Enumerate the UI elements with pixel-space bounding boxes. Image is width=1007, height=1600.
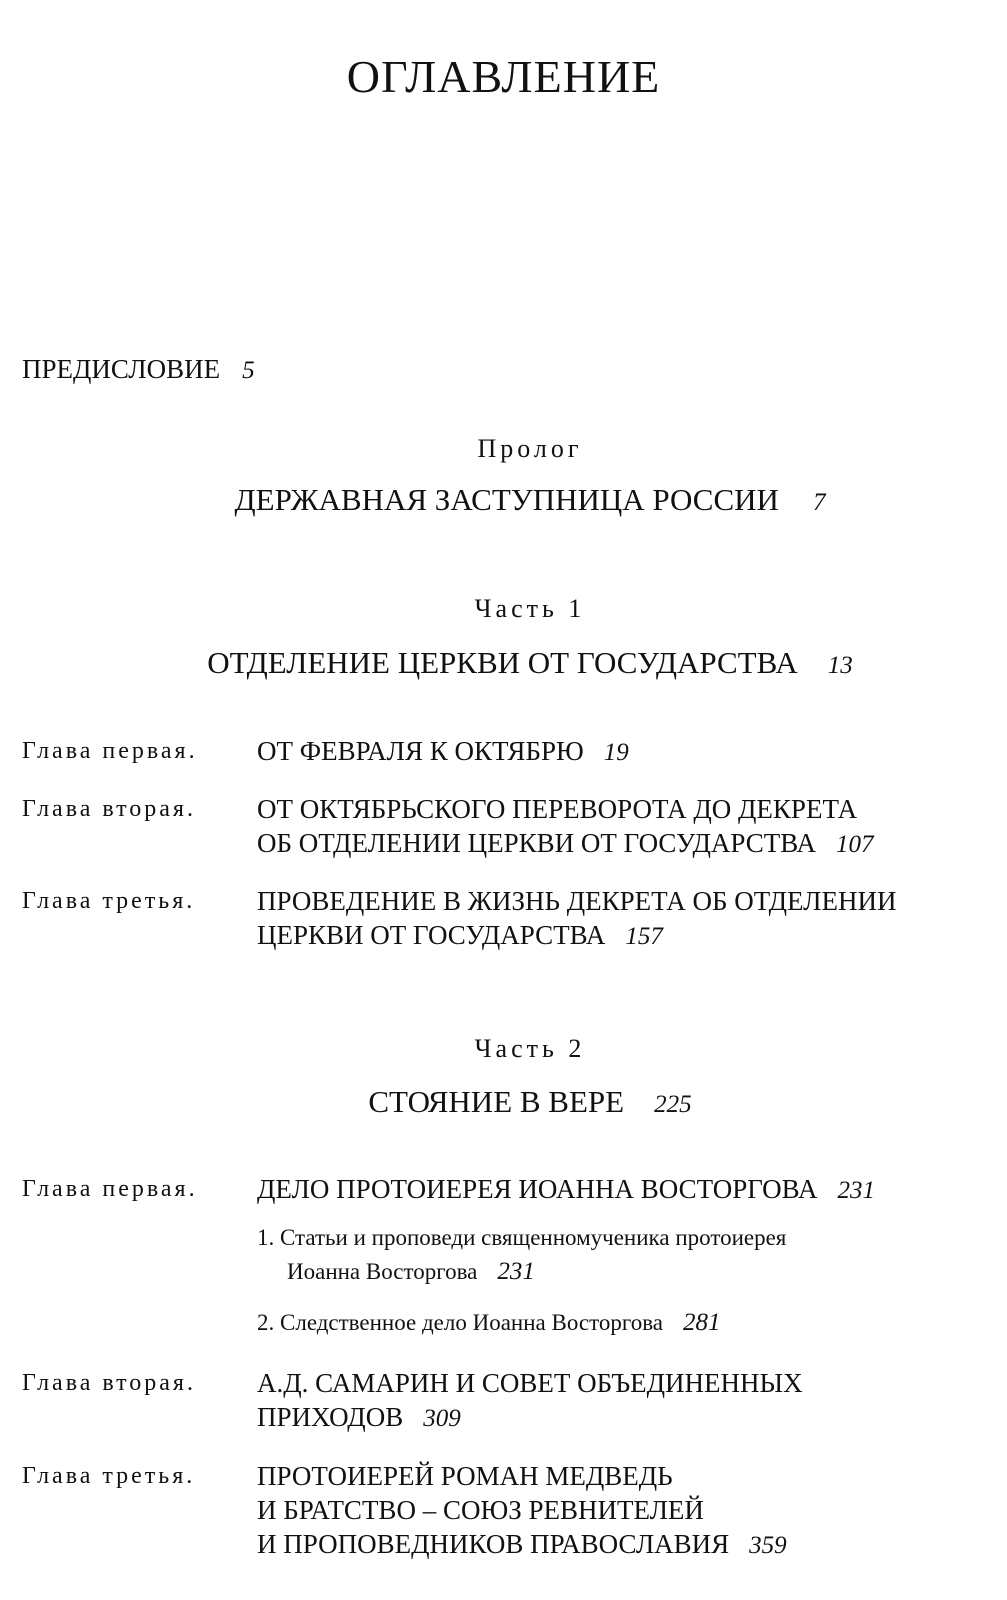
chapter-label: Глава третья. [22,888,196,914]
section-title-line2: Иоанна Восторгова [287,1259,478,1284]
section-page-number: 231 [497,1258,535,1285]
section-title-line1: 1. Статьи и проповеди священномученика протоиерея [257,1225,787,1250]
chapter-label: Глава первая. [22,738,198,764]
chapter-label: Глава вторая. [22,1370,196,1396]
part2-title-line [0,1084,1007,1120]
part2-label: Часть 2 [474,1034,586,1063]
part2-section-2 [257,1306,957,1340]
chapter-page-number: 157 [625,923,663,950]
part1-title-line [0,645,1007,681]
preface-label: ПРЕДИСЛОВИЕ [22,354,221,384]
section-title: 2. Следственное дело Иоанна Восторгова [257,1310,664,1335]
chapter-title: ПРОТОИЕРЕЙ РОМАН МЕДВЕДЬ И БРАТСТВО – СОЮЗ РЕВНИТЕЛЕЙ И ПРОПОВЕДНИКОВ ПРАВОСЛАВИЯ [257,1461,730,1559]
chapter-page-number: 231 [837,1177,875,1204]
part1-title: ОТДЕЛЕНИЕ ЦЕРКВИ ОТ ГОСУДАРСТВА [207,645,798,680]
chapter-title: ДЕЛО ПРОТОИЕРЕЯ ИОАННА ВОСТОРГОВА [257,1174,818,1204]
page-title: ОГЛАВЛЕНИЕ [346,51,661,102]
part1-label: Часть 1 [474,594,586,623]
part2-page-number: 225 [654,1091,692,1118]
toc-entry-preface [22,354,255,385]
section-page-number: 281 [683,1309,721,1336]
chapter-page-number: 107 [836,831,874,858]
chapter-label: Глава первая. [22,1176,198,1202]
chapter-page-number: 359 [749,1532,787,1559]
part1-page-number: 13 [827,652,853,679]
chapter-page-number: 19 [603,739,629,766]
part2-section-1 [257,1221,957,1289]
chapter-title: ОТ ОКТЯБРЬСКОГО ПЕРЕВОРОТА ДО ДЕКРЕТА ОБ ОТДЕЛЕНИИ ЦЕРКВИ ОТ ГОСУДАРСТВА [257,794,858,858]
prologue-label: Пролог [477,434,583,463]
chapter-label: Глава третья. [22,1463,196,1489]
preface-page-number: 5 [242,357,255,384]
part2-title: СТОЯНИЕ В ВЕРЕ [368,1084,625,1119]
prologue-title: ДЕРЖАВНАЯ ЗАСТУПНИЦА РОССИИ [234,482,779,517]
chapter-title: А.Д. САМАРИН И СОВЕТ ОБЪЕДИНЕННЫХ ПРИХОДОВ [257,1368,803,1432]
prologue-title-line [0,482,1007,518]
chapter-title: ПРОВЕДЕНИЕ В ЖИЗНЬ ДЕКРЕТА ОБ ОТДЕЛЕНИИ ЦЕРКВИ ОТ ГОСУДАРСТВА [257,886,897,950]
chapter-page-number: 309 [423,1405,461,1432]
chapter-label: Глава вторая. [22,796,196,822]
chapter-title: ОТ ФЕВРАЛЯ К ОКТЯБРЮ [257,736,584,766]
prologue-page-number: 7 [812,489,826,516]
